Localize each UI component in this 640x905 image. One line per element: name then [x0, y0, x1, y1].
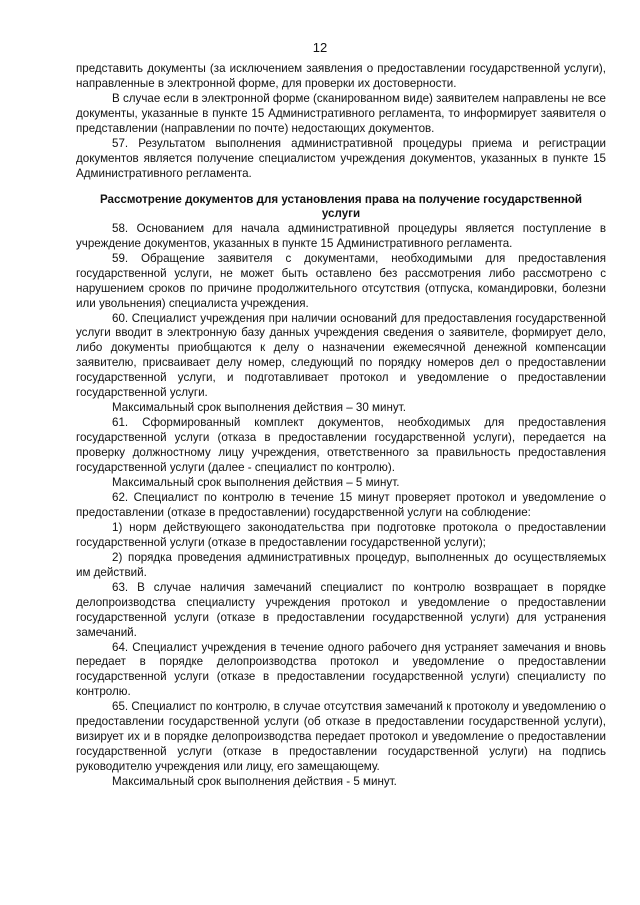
paragraph-60: 60. Специалист учреждения при наличии оснований для предоставления государственной услуги вводит в электронную базу данных учреждения сведения о заявителе, формирует дело, либо документы приобщаются к делу о назначении ежемесячной денежной компенсации заявителю, присваивает делу номер, следующий по порядку номеров дел о предоставлении государственной услуги, и подготавливает протокол и уведомление о предоставлении государственной услуги. [76, 311, 606, 400]
max-time-note: Максимальный срок выполнения действия – 5 минут. [112, 476, 400, 490]
max-time-note: Максимальный срок выполнения действия – 30 минут. [112, 401, 406, 415]
paragraph-64: 64. Специалист учреждения в течение одного рабочего дня устраняет замечания и вновь передает в порядке делопроизводства протокол и уведомление о предоставлении государственной услуги (отказе в предоставлении государственной услуги) специалисту по контролю. [76, 640, 606, 699]
paragraph: В случае если в электронной форме (сканированном виде) заявителем направлены не все документы, указанные в пункте 15 Административного регламента, то информирует заявителя о представлении (направлении по почте) недостающих документов. [76, 91, 606, 135]
paragraph-62: 62. Специалист по контролю в течение 15 минут проверяет протокол и уведомление о предоставлении (отказе в предоставлении) государственной услуги на соблюдение: [76, 490, 606, 519]
page-number: 12 [312, 40, 328, 55]
section-heading: Рассмотрение документов для установления права на получение государственной услуги [99, 192, 583, 221]
document-body [76, 62, 606, 790]
max-time-note: Максимальный срок выполнения действия - 5 минут. [112, 775, 397, 789]
paragraph-61: 61. Сформированный комплект документов, необходимых для предоставления государственной услуги (отказа в предоставлении государственной услуги), передается на проверку должностному лицу учреждения, ответственного за правильность предоставления государственной услуги (далее - специалист по контролю). [76, 416, 606, 475]
paragraph-58: 58. Основанием для начала административной процедуры является поступление в учреждение документов, указанных в пункте 15 Административного регламента. [76, 221, 606, 250]
list-item-1: 1) норм действующего законодательства при подготовке протокола о предоставлении государственной услуги (отказе в предоставлении государственной услуги); [76, 520, 606, 549]
paragraph-63: 63. В случае наличия замечаний специалист по контролю возвращает в порядке делопроизводства специалисту учреждения протокол и уведомление о предоставлении государственной услуги (отказе в предоставлении государственной услуги) для устранения замечаний. [76, 580, 606, 639]
paragraph-59: 59. Обращение заявителя с документами, необходимыми для предоставления государственной услуги, не может быть оставлено без рассмотрения либо рассмотрено с нарушением сроков по причине продолжительного отсутствия (отпуска, командировки, болезни или увольнения) специалиста учреждения. [76, 251, 606, 310]
list-item-2: 2) порядка проведения административных процедур, выполненных до осуществляемых им действий. [76, 550, 606, 579]
paragraph-continuation: представить документы (за исключением заявления о предоставлении государственной услуги), направленные в электронной форме, для проверки их достоверности. [76, 62, 606, 90]
paragraph-57: 57. Результатом выполнения административной процедуры приема и регистрации документов является получение специалистом учреждения документов, указанных в пункте 15 Административного регламента. [76, 136, 606, 180]
paragraph-65: 65. Специалист по контролю, в случае отсутствия замечаний к протоколу и уведомлению о предоставлении государственной услуги (об отказе в предоставлении государственной услуги), визирует их и в порядке делопроизводства передает протокол и уведомление о предоставлении государственной услуги (отказе в предоставлении государственной услуги) на подпись руководителю учреждения или лицу, его замещающему. [76, 700, 606, 774]
